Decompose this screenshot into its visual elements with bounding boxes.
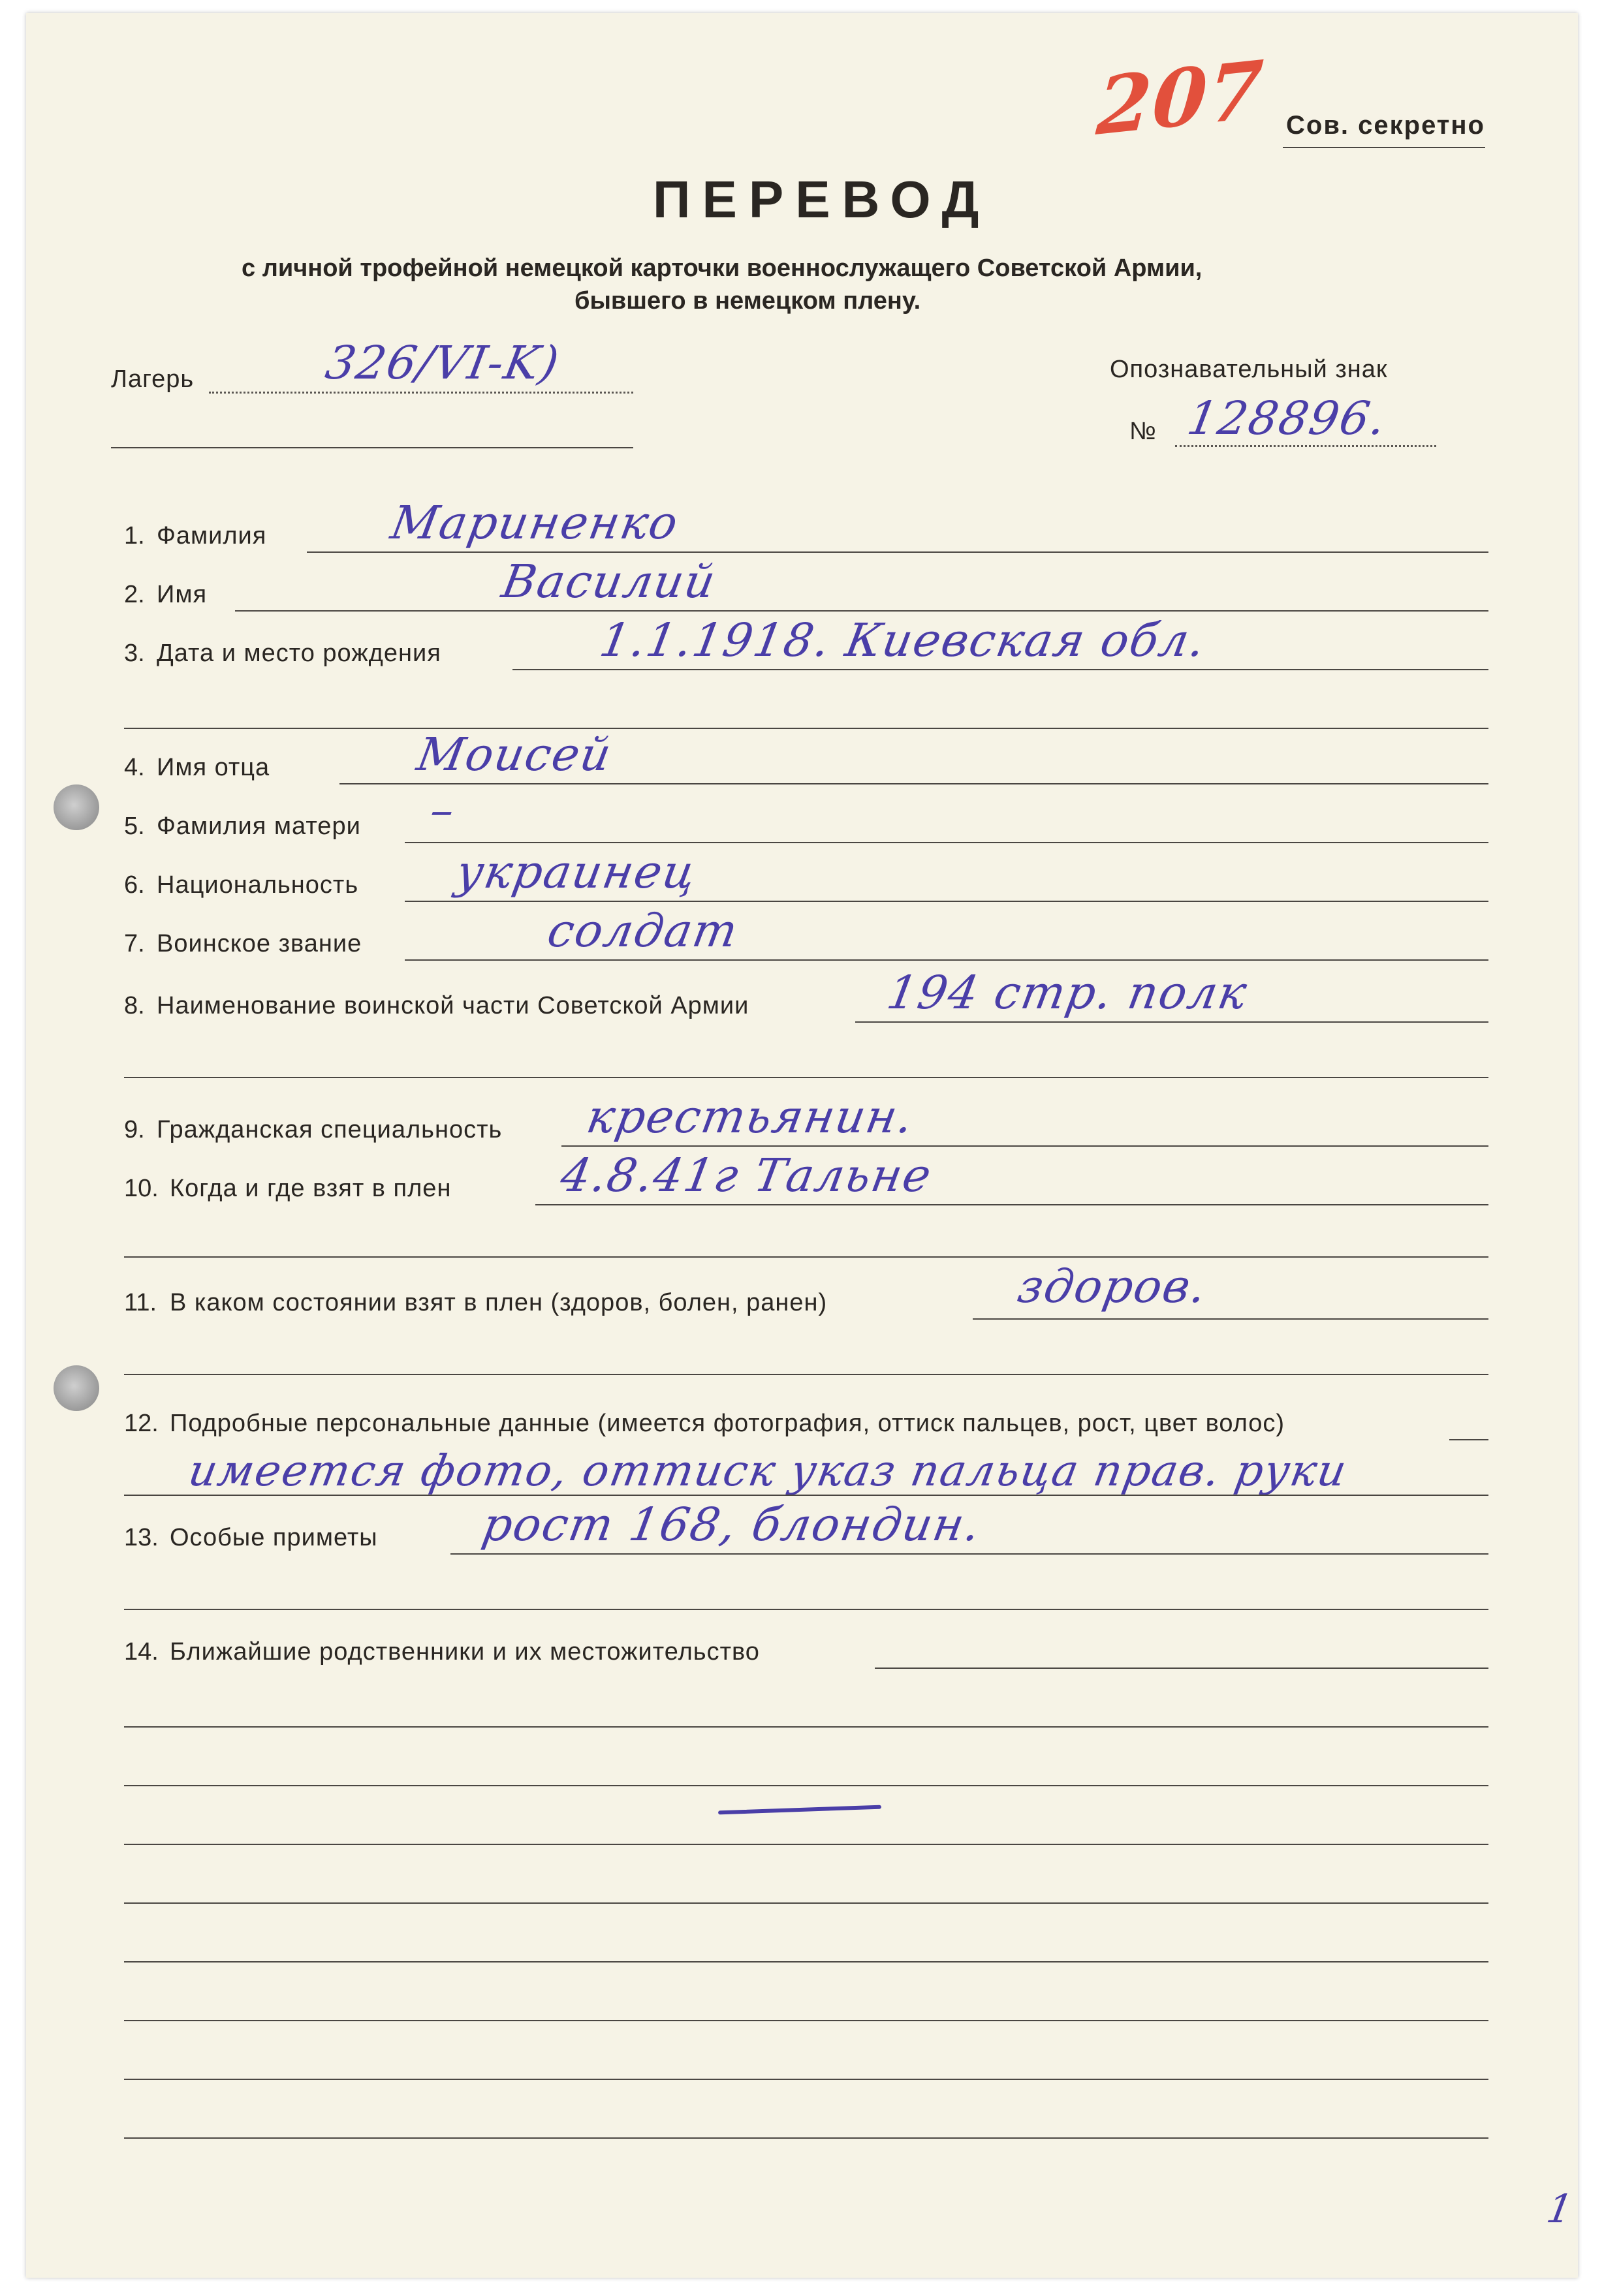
field-1-label: Фамилия	[157, 522, 267, 550]
field-14-label: Ближайшие родственники и их местожительство	[170, 1638, 760, 1666]
field-7-value: солдат	[543, 904, 743, 957]
field-1-value: Мариненко	[386, 496, 684, 550]
field-12-label: Подробные персональные данные (имеется фотография, оттиск пальцев, рост, цвет волос)	[170, 1410, 1285, 1437]
field-4-value: Моисей	[413, 728, 616, 781]
field-9-value: крестьянин.	[582, 1090, 919, 1143]
field-8-number: 8.	[124, 992, 145, 1019]
handwritten-dash	[718, 1805, 881, 1815]
field-11-value: здоров.	[1013, 1260, 1212, 1313]
field-10-value: 4.8.41г Тальне	[556, 1149, 937, 1202]
field-7-number: 7.	[124, 930, 145, 957]
field-10-number: 10.	[124, 1175, 159, 1202]
field-13-value: рост 168, блондин.	[478, 1498, 986, 1551]
field-3-label: Дата и место рождения	[157, 640, 441, 667]
field-5-number: 5.	[124, 813, 145, 840]
field-11-number: 11.	[124, 1289, 157, 1316]
id-tag-number-prefix: №	[1129, 418, 1157, 445]
field-11-label: В каком состоянии взят в плен (здоров, болен, ранен)	[170, 1289, 828, 1316]
field-14-number: 14.	[124, 1638, 159, 1666]
punch-hole-top	[54, 784, 99, 830]
field-12-value: имеется фото, оттиск указ пальца прав. руки	[185, 1446, 1351, 1496]
field-6-number: 6.	[124, 871, 145, 899]
corner-mark: 1	[1543, 2186, 1578, 2232]
field-2-value: Василий	[497, 555, 721, 608]
field-6-value: украинец	[452, 845, 701, 899]
document-page	[26, 13, 1578, 2278]
field-9-label: Гражданская специальность	[157, 1116, 503, 1143]
field-8-value: 194 стр. полк	[883, 966, 1252, 1019]
punch-hole-bottom	[54, 1365, 99, 1411]
field-7-label: Воинское звание	[157, 930, 362, 957]
field-3-value: 1.1.1918. Киевская обл.	[595, 613, 1210, 667]
document-title: ПЕРЕВОД	[653, 170, 991, 228]
field-2-label: Имя	[157, 581, 208, 608]
field-5-label: Фамилия матери	[157, 813, 361, 840]
field-1-number: 1.	[124, 522, 145, 550]
field-6-label: Национальность	[157, 871, 359, 899]
field-8-label: Наименование воинской части Советской Армии	[157, 992, 749, 1019]
field-3-number: 3.	[124, 640, 145, 667]
field-4-label: Имя отца	[157, 754, 270, 781]
field-13-label: Особые приметы	[170, 1524, 378, 1551]
camp-value: 326/VI-K)	[321, 336, 564, 390]
id-tag-label: Опознавательный знак	[1110, 356, 1388, 383]
camp-label: Лагерь	[111, 365, 195, 393]
classification-stamp: Сов. секретно	[1286, 111, 1485, 140]
field-12-number: 12.	[124, 1410, 159, 1437]
field-4-number: 4.	[124, 754, 145, 781]
field-2-number: 2.	[124, 581, 145, 608]
field-9-number: 9.	[124, 1116, 145, 1143]
document-subtitle-line2: бывшего в немецком плену.	[574, 287, 921, 315]
field-5-value: –	[426, 783, 460, 837]
id-tag-value: 128896.	[1183, 392, 1391, 445]
field-13-number: 13.	[124, 1524, 159, 1551]
red-number-mark: 207	[1093, 42, 1267, 154]
document-subtitle-line1: с личной трофейной немецкой карточки военнослужащего Советской Армии,	[242, 255, 1203, 282]
field-10-label: Когда и где взят в плен	[170, 1175, 452, 1202]
